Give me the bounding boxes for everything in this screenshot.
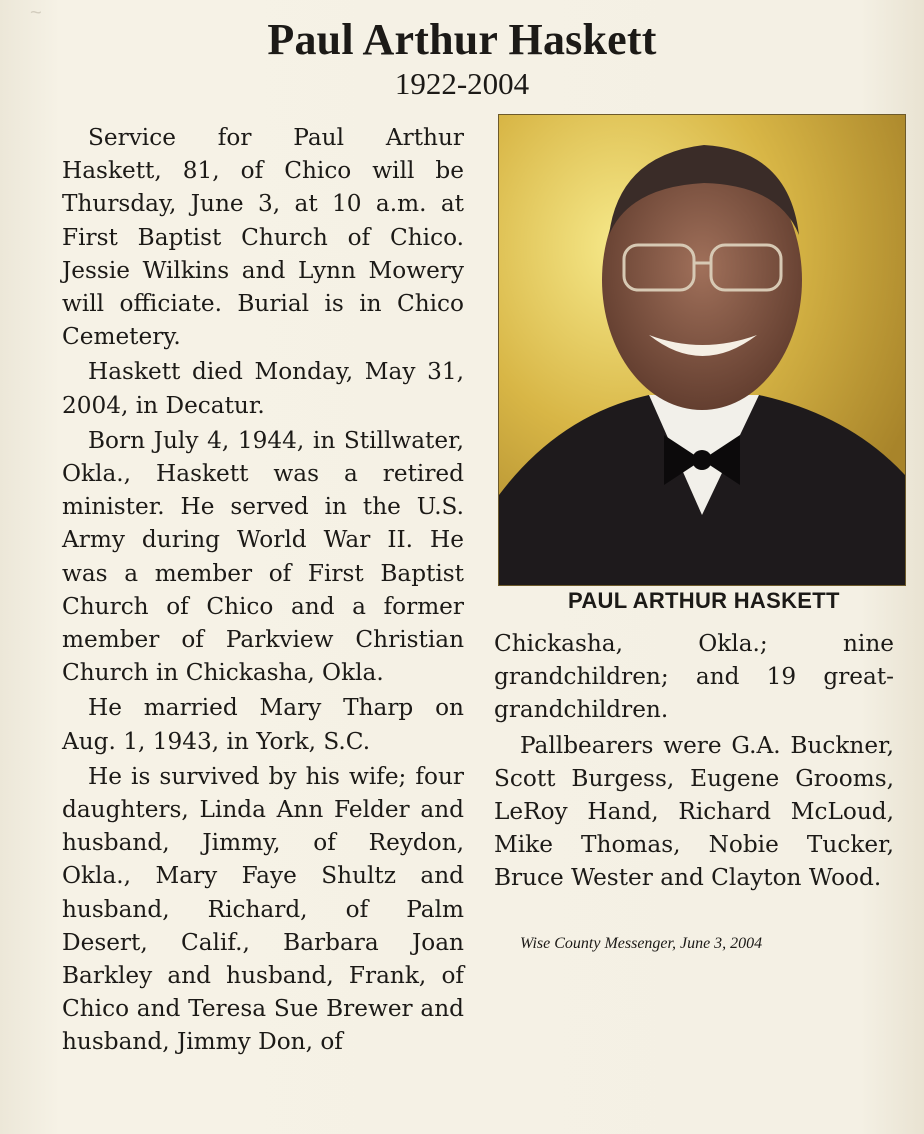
bleed-through-text: ~ bbox=[30, 2, 42, 24]
paragraph-pallbearers: Pallbearers were G.A. Buckner, Scott Burgess, Eugene Grooms, LeRoy Hand, Richard McLoud, Mike Thomas, Nobie Tucker, Bruce Wester and Clayton Wood. bbox=[494, 731, 894, 892]
photo-caption: PAUL ARTHUR HASKETT bbox=[568, 588, 840, 613]
portrait-illustration bbox=[499, 115, 905, 585]
paragraph-marriage: He married Mary Tharp on Aug. 1, 1943, in York, S.C. bbox=[62, 694, 464, 755]
paragraph-death: Haskett died Monday, May 31, 2004, in Decatur. bbox=[62, 358, 464, 419]
paragraph-life: Born July 4, 1944, in Stillwater, Okla., Haskett was a retired minister. He served in the U.S. Army during World War II. He was a member of First Baptist Church of Chico and a former member of Parkview Christian Church in Chickasha, Okla. bbox=[62, 426, 464, 687]
left-column bbox=[62, 121, 464, 1121]
obituary-title: Paul Arthur Haskett bbox=[267, 15, 657, 64]
paragraph-service: Service for Paul Arthur Haskett, 81, of Chico will be Thursday, June 3, at 10 a.m. at First Baptist Church of Chico. Jessie Wilkins and Lynn Mowery will officiate. Burial is in Chico Cemetery. bbox=[62, 124, 464, 351]
portrait-photo bbox=[498, 114, 906, 586]
source-credit: Wise County Messenger, June 3, 2004 bbox=[520, 935, 763, 952]
paragraph-survivors: He is survived by his wife; four daughters, Linda Ann Felder and husband, Jimmy, of Reydon, Okla., Mary Faye Shultz and husband, Richard, of Palm Desert, Calif., Barbara Joan Barkley and husband, Frank, of Chico and Teresa Sue Brewer and husband, Jimmy Don, of bbox=[62, 762, 464, 1056]
right-column bbox=[494, 627, 894, 895]
paragraph-survivors-continued: Chickasha, Okla.; nine grandchildren; and 19 great-grandchildren. bbox=[494, 630, 894, 724]
obituary-years: 1922-2004 bbox=[394, 66, 530, 101]
